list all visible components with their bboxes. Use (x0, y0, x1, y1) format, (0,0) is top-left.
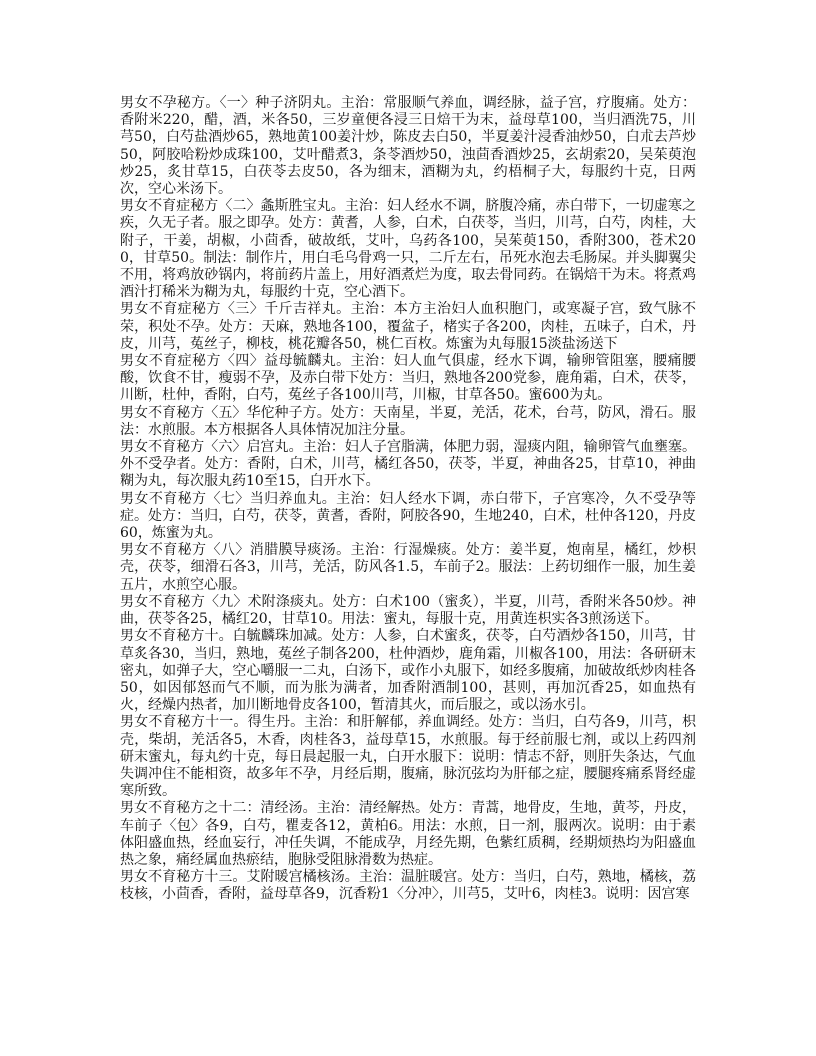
paragraph-formula-9: 男女不育秘方〈九〉术附涤痰丸。处方：白术100（蜜炙），半夏，川芎，香附米各50炒。神曲，茯苓各25，橘红20，甘草10。用法：蜜丸，每服十克，用黄连枳实各3煎汤送下。 (120, 593, 696, 628)
paragraph-formula-11: 男女不育秘方十一。得生丹。主治：和肝解郁，养血调经。处方：当归，白芍各9，川芎，枳壳，柴胡，羌活各5，木香，肉桂各3，益母草15，水煎服。每于经前服七剂，或以上药四剂研末蜜丸，每丸约十克，每日晨起服一丸，白开水服下：说明：情志不舒，则肝失条达，气血失调冲住不能相资，故多年不孕，月经后期，腹痛，脉沉弦均为肝郁之症，腰腿疼痛系肾经虚寒所致。 (120, 714, 696, 800)
paragraph-formula-3: 男女不育症秘方〈三〉千斤吉祥丸。主治：本方主治妇人血积胞门，或寒凝子宫，致气脉不荣，积处不孕。处方：天麻，熟地各100，覆盆子，楮实子各200，肉桂，五味子，白术，丹皮，川芎，菟丝子，柳枝，桃花瓣各50，桃仁百枚。炼蜜为丸每服15淡盐汤送下 (120, 301, 696, 352)
paragraph-formula-5: 男女不育秘方〈五〉华佗种子方。处方：天南星，半夏，羌活，花术，台芎，防风，滑石。服法：水煎服。本方根据各人具体情况加注分量。 (120, 404, 696, 438)
paragraph-formula-8: 男女不育秘方〈八〉消腊膜导痰汤。主治：行湿燥痰。处方：姜半夏，炮南星，橘红，炒枳壳，茯苓，细滑石各3，川芎，羌活，防风各1.5，车前子2。服法：上药切细作一服，加生姜五片，水煎空心服。 (120, 542, 696, 593)
paragraph-formula-1: 男女不孕秘方。〈一〉种子济阴丸。主治：常服顺气养血，调经脉，益子宫，疗腹痛。处方：香附米220，醋，酒，米各50，三岁童便各浸三日焙干为末，益母草100，当归酒洗75，川芎50，白芍盐酒炒65，熟地黄100姜汁炒，陈皮去白50，半夏姜汁浸香油炒50，白朮去芦炒50，阿胶哈粉炒成珠100，艾叶醋煮3，条苓酒炒50，浊茴香酒炒25，玄胡索20，吴茱萸泡炒25，炙甘草15，白茯苓去皮50，各为细末，酒糊为丸，约梧桐子大，每服约十克，日两次，空心米汤下。 (120, 95, 696, 198)
paragraph-formula-7: 男女不育秘方〈七〉当归养血丸。主治：妇人经水下调，赤白带下，子宫寒冷，久不受孕等症。处方：当归，白芍，茯苓，黄耆，香附，阿胶各90，生地240，白术，杜仲各120，丹皮60，炼蜜为丸。 (120, 490, 696, 542)
paragraph-formula-12: 男女不育秘方之十二：清经汤。主治：清经解热。处方：青蒿，地骨皮，生地，黄芩，丹皮，车前子〈包〉各9，白芍，瞿麦各12，黄柏6。用法：水煎，日一剂，服两次。说明：由于素体阳盛血热，经血妄行，冲任失调，不能成孕，月经先期，色紫红质稠，经期烦热均为阳盛血热之象，痛经属血热瘀结，胞脉受阻脉滑数为热症。 (120, 800, 696, 868)
document-page (120, 95, 696, 904)
paragraph-formula-4: 男女不育症秘方〈四〉益母毓麟丸。主治：妇人血气俱虚，经水下调，输卵管阻塞，腰痛腰酸，饮食不甘，瘦弱不孕，及赤白带下处方：当归，熟地各200党参，鹿角霜，白术，茯苓，川断，杜仲，香附，白芍，菟丝子各100川芎，川椒，甘草各50。蜜600为丸。 (120, 353, 696, 404)
paragraph-formula-10: 男女不育秘方十。白毓麟珠加减。处方：人参，白术蜜炙，茯苓，白芍酒炒各150，川芎，甘草炙各30，当归，熟地，菟丝子制各200，杜仲酒炒，鹿角霜，川椒各100，用法：各研研末密丸，如弹子大，空心嚼服一二丸，白汤下，或作小丸服下，如经多腹痛，加破故纸炒肉桂各50，如因郁怒而气不顺，而为胀为满者，加香附酒制100，甚则，再加沉香25，如血热有火，经燥内热者，加川断地骨皮各100，暂清其火，而后服之，或以汤水引。 (120, 628, 696, 714)
paragraph-formula-13: 男女不育秘方十三。艾附暖宫橘核汤。主治：温脏暖宫。处方：当归，白芍，熟地，橘核，荔枝核，小茴香，香附，益母草各9，沉香粉1〈分冲〉，川芎5，艾叶6，肉桂3。说明：因宫寒 (120, 869, 696, 903)
paragraph-formula-6: 男女不育秘方〈六〉启宫丸。主治：妇人子宫脂满，体肥力弱，湿痰内阻，输卵管气血壅塞。外不受孕者。处方：香附，白术，川芎，橘红各50，茯苓，半夏，神曲各25，甘草10，神曲糊为丸，每次服丸药10至15，白开水下。 (120, 439, 696, 490)
paragraph-formula-2: 男女不育症秘方〈二〉螽斯胜宝丸。主治：妇人经水不调，脐腹冷痛，赤白带下，一切虚寒之疾，久无子者。服之即孕。处方：黄耆，人参，白术，白茯苓，当归，川芎，白芍，肉桂，大附子，干姜，胡椒，小茴香，破故纸，艾叶，乌药各100，吴茱萸150，香附300，苍术200，甘草50。制法：制作片，用白毛乌骨鸡一只，二斤左右，吊死水泡去毛肠屎。并头脚翼尖不用，将鸡放砂锅内，将前药片盖上，用好酒煮烂为度，取去骨同药。在锅焙干为末。将煮鸡酒汁打稀米为糊为丸，每服约十克，空心酒下。 (120, 198, 696, 301)
